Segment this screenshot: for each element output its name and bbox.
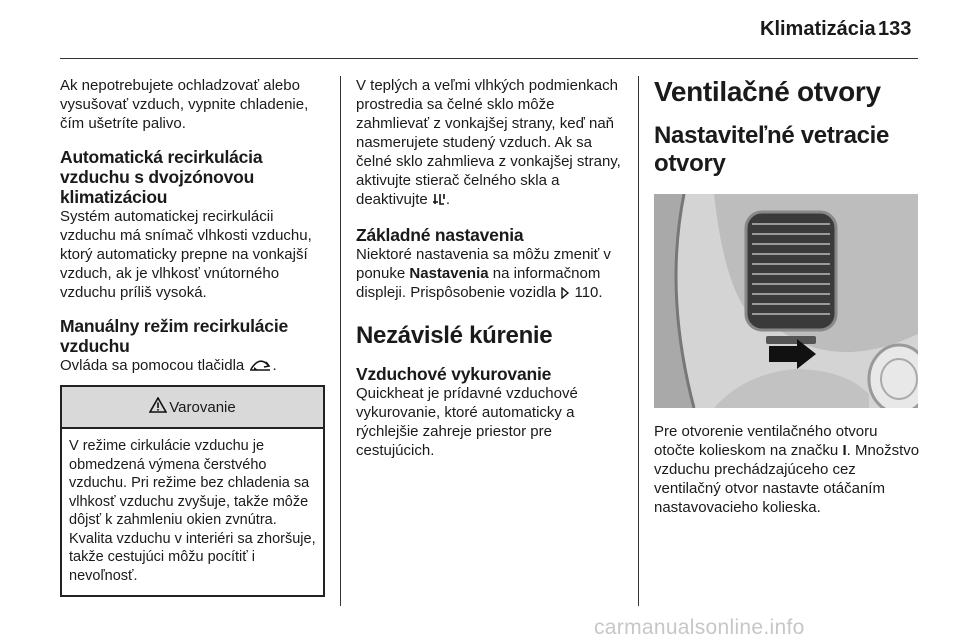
watermark: carmanualsonline.info — [594, 616, 805, 639]
manual-recirculation-heading: Manuálny režim recirkulácie vzduchu — [60, 316, 289, 356]
vent-open-mark: I — [842, 442, 847, 459]
ac-snowflake-icon — [432, 192, 446, 211]
manual-text: Ovláda sa pomocou tlačidla — [60, 357, 245, 374]
column-middle — [356, 76, 624, 460]
basic-text-2: na informačnom displeji. Prispôsobenie vozidla — [356, 265, 601, 301]
manual-text-end: . — [272, 357, 277, 374]
page-ref-arrow-icon — [560, 285, 570, 304]
quickheat-heading: Vzduchové vykurovanie — [356, 364, 552, 384]
vent-grille — [746, 212, 836, 330]
warning-header — [62, 387, 323, 429]
basic-settings-text — [356, 245, 624, 304]
humid-conditions-text — [356, 76, 624, 211]
basic-settings-heading: Základné nastavenia — [356, 225, 524, 245]
column-left — [60, 76, 325, 597]
manual-recirculation-text — [60, 356, 325, 377]
column-divider-left — [340, 76, 341, 606]
basic-text-1: Niektoré nastavenia sa môžu zmeniť v ponuke — [356, 246, 611, 282]
page-header-title: Klimatizácia — [760, 18, 876, 40]
vent-photo — [654, 194, 918, 408]
column-right — [654, 76, 920, 517]
humid-text-end: . — [445, 191, 451, 208]
quickheat-text: Quickheat je prídavné vzduchové vykurovanie, ktoré automaticky a rýchlejšie zahreje priestor pre cestujúcich. — [356, 385, 578, 459]
warning-text: V režime cirkulácie vzduchu je obmedzená výmena čerstvého vzduchu. Pri režime bez chladenia sa vlhkosť vzduchu zvyšuje, takže môže dôjsť k zahmleniu okien zvnútra. Kvalita vzduchu v interiéri sa zhoršuje, takže cestujúci môžu pocítiť i nevoľnosť. — [69, 438, 316, 584]
vents-heading: Ventilačné otvory — [654, 76, 881, 107]
header-divider — [60, 58, 918, 59]
basic-page-ref[interactable]: 110. — [574, 284, 603, 301]
column-divider-right — [638, 76, 639, 606]
auto-recirculation-text: Systém automatickej recirkulácii vzduchu má snímač vlhkosti vzduchu, ktorý automaticky prepne na vonkajší vzduch, ak je vlhkosť vnútorného vzduchu príliš vysoká. — [60, 208, 312, 301]
vent-text-2: . Množstvo vzduchu prechádzajúceho cez ventilačný otvor nastavte otáčaním nastavovacieho kolieska. — [654, 442, 920, 516]
settings-menu-name: Nastavenia — [409, 265, 489, 282]
humid-text: V teplých a veľmi vlhkých podmienkach prostredia sa čelné sklo môže zahmlievať z vonkajšej strany, keď naň nasmerujete studený vzduch. Ak sa čelné sklo zahmlieva z vonkajšej strany, aktivujte stierač čelného skla a deaktivujte — [356, 77, 621, 208]
independent-heater-heading: Nezávislé kúrenie — [356, 322, 553, 349]
vent-text-1: Pre otvorenie ventilačného otvoru otočte kolieskom na značku — [654, 423, 878, 459]
warning-box — [60, 385, 325, 597]
auto-recirculation-heading: Automatická recirkulácia vzduchu s dvojzónovou klimatizáciou — [60, 147, 263, 207]
recirculation-icon — [248, 358, 272, 377]
warning-triangle-icon — [149, 397, 169, 417]
page-number: 133 — [878, 18, 912, 40]
vent-instructions-text — [654, 422, 920, 517]
adjustable-vents-heading: Nastaviteľné vetracie otvory — [654, 122, 890, 177]
warning-title: Varovanie — [169, 398, 236, 416]
intro-paragraph: Ak nepotrebujete ochladzovať alebo vysušovať vzduch, vypnite chladenie, čím ušetríte palivo. — [60, 77, 309, 132]
